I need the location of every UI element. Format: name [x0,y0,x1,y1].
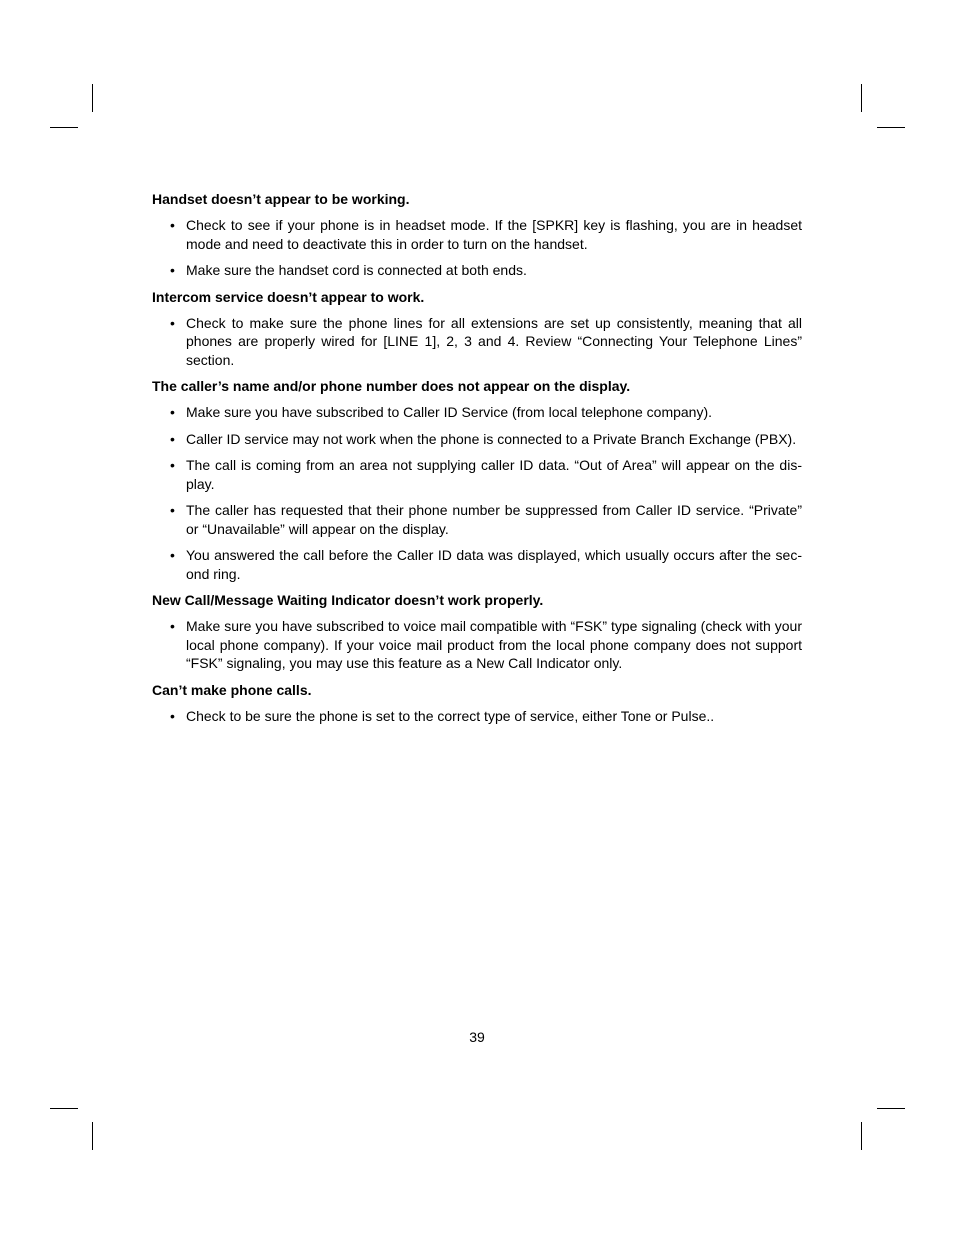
list-item [152,617,802,673]
list-item-text: Make sure you have subscribed to voice mail compatible with “FSK” type signaling (check with your local phone company). If your voice mail product from the local phone company does not support “FSK” signaling, you may use this feature as a New Call Indicator only. [186,618,802,671]
list-item-text: Make sure the handset cord is connected at both ends. [186,262,527,278]
crop-mark-top-left-horizontal [50,127,78,128]
list-item-text: Caller ID service may not work when the phone is connected to a Private Branch Exchange (PBX). [186,430,797,447]
list-item-text: Check to be sure the phone is set to the correct type of service, either Tone or Pulse.. [186,707,715,724]
section-heading: Intercom service doesn’t appear to work. [152,288,425,305]
section-heading: Can’t make phone calls. [152,681,312,698]
bullet-icon: • [170,457,175,473]
list-item [152,456,802,493]
list-item [152,314,802,370]
list-item-text: The call is coming from an area not supplying caller ID data. “Out of Area” will appear on the dis-play. [186,457,802,492]
bullet-list [152,216,802,280]
section-heading: Handset doesn’t appear to be working. [152,191,410,207]
list-item [152,261,802,280]
section-caller-id [152,377,802,583]
bullet-list [152,314,802,370]
list-item [152,403,802,422]
list-item-text: Make sure you have subscribed to Caller ID Service (from local telephone company). [186,404,713,420]
list-item [152,216,802,253]
bullet-icon: • [170,502,175,518]
section-message-waiting [152,591,802,673]
bullet-icon: • [170,707,175,724]
bullet-icon: • [170,262,175,278]
crop-mark-bottom-right-horizontal [877,1108,905,1109]
list-item-text: Check to make sure the phone lines for all extensions are set up consistently, meaning that all phones are properly wired for [LINE 1], 2, 3 and 4. Review “Connecting Your Telephone Lines” section. [186,314,802,368]
crop-mark-top-left-vertical [92,84,93,112]
page-number: 39 [469,1029,485,1045]
section-phone-calls [152,681,802,726]
bullet-icon: • [170,430,175,447]
section-handset [152,190,802,280]
bullet-icon: • [170,217,175,233]
section-intercom [152,288,802,370]
list-item-text: The caller has requested that their phone number be suppressed from Caller ID service. “Private” or “Unavailable” will appear on the display. [186,502,802,537]
section-heading: New Call/Message Waiting Indicator doesn’t work properly. [152,592,544,608]
list-item-text: You answered the call before the Caller ID data was displayed, which usually occurs after the sec-ond ring. [186,547,802,582]
list-item [152,501,802,538]
bullet-icon: • [170,314,175,331]
list-item-text: Check to see if your phone is in headset mode. If the [SPKR] key is flashing, you are in headset mode and need to deactivate this in order to turn on the handset. [186,217,802,252]
crop-mark-top-right-vertical [861,84,862,112]
list-item [152,546,802,583]
list-item [152,707,802,726]
troubleshooting-content [152,190,802,733]
bullet-icon: • [170,618,175,634]
crop-mark-bottom-left-horizontal [50,1108,78,1109]
list-item [152,430,802,449]
bullet-icon: • [170,404,175,420]
crop-mark-bottom-left-vertical [92,1122,93,1150]
bullet-list [152,617,802,673]
bullet-list [152,403,802,583]
crop-mark-top-right-horizontal [877,127,905,128]
bullet-list [152,707,802,726]
section-heading: The caller’s name and/or phone number does not appear on the display. [152,378,631,394]
crop-mark-bottom-right-vertical [861,1122,862,1150]
bullet-icon: • [170,547,175,563]
